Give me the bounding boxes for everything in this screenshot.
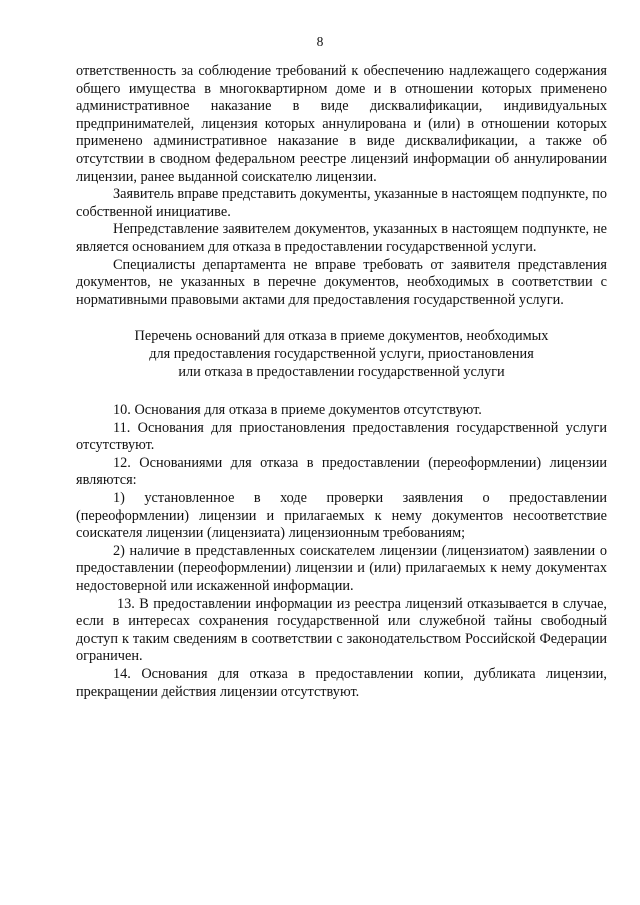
paragraph-item-14: 14. Основания для отказа в предоставлении копии, дубликата лицензии, прекращении действия лицензии отсутствуют.: [76, 666, 607, 700]
page-number: 8: [316, 34, 324, 49]
paragraph-item-12: 12. Основаниями для отказа в предоставлении (переоформлении) лицензии являются:: [76, 454, 607, 489]
paragraph-item-11: 11. Основания для приостановления предоставления государственной услуги отсутствуют.: [76, 419, 607, 454]
paragraph-continuation: ответственность за соблюдение требований к обеспечению надлежащего содержания общего имущества в многоквартирном доме и в отношении которых применено административное наказание в виде дисквалификации, индивидуальных предпринимателей, лицензия которых аннулирована и (или) в отношении которых применено административное наказание в виде дисквалификации, а также об отсутствии в сводном федеральном реестре лицензий информации об аннулировании лицензии, ранее выданной соискателю лицензии.: [76, 63, 607, 185]
paragraph-item-13: 13. В предоставлении информации из реестра лицензий отказывается в случае, если в интересах сохранения государственной или служебной тайны свободный доступ к таким сведениям в соответствии с законодательством Российской Федерации ограничен.: [76, 595, 607, 665]
paragraph-non-submission: Непредставление заявителем документов, указанных в настоящем подпункте, не является основанием для отказа в предоставлении государственной услуги.: [76, 221, 607, 255]
section-heading-line: или отказа в предоставлении государственной услуги: [178, 363, 505, 380]
section-heading-line: для предоставления государственной услуги, приостановления: [149, 345, 534, 362]
section-heading: [76, 328, 607, 381]
section-heading-line: Перечень оснований для отказа в приеме документов, необходимых: [134, 328, 549, 345]
paragraph-subitem-1: 1) установленное в ходе проверки заявления о предоставлении (переоформлении) лицензии и прилагаемых к нему документов несоответствие соискателя лицензии (лицензиата) лицензионным требованиям;: [76, 490, 607, 542]
paragraph-specialists: Специалисты департамента не вправе требовать от заявителя представления документов, не указанных в перечне документов, необходимых в соответствии с нормативными правовыми актами для предоставления государственной услуги.: [76, 256, 607, 308]
document-body: [76, 63, 607, 701]
paragraph-item-10: 10. Основания для отказа в приеме документов отсутствуют.: [113, 402, 482, 419]
paragraph-applicant-right: Заявитель вправе представить документы, указанные в настоящем подпункте, по собственной инициативе.: [76, 186, 607, 220]
paragraph-subitem-2: 2) наличие в представленных соискателем лицензии (лицензиатом) заявлении о предоставлении (переоформлении) лицензии и (или) прилагаемых к нему документах недостоверной или искаженной информации.: [76, 542, 607, 595]
